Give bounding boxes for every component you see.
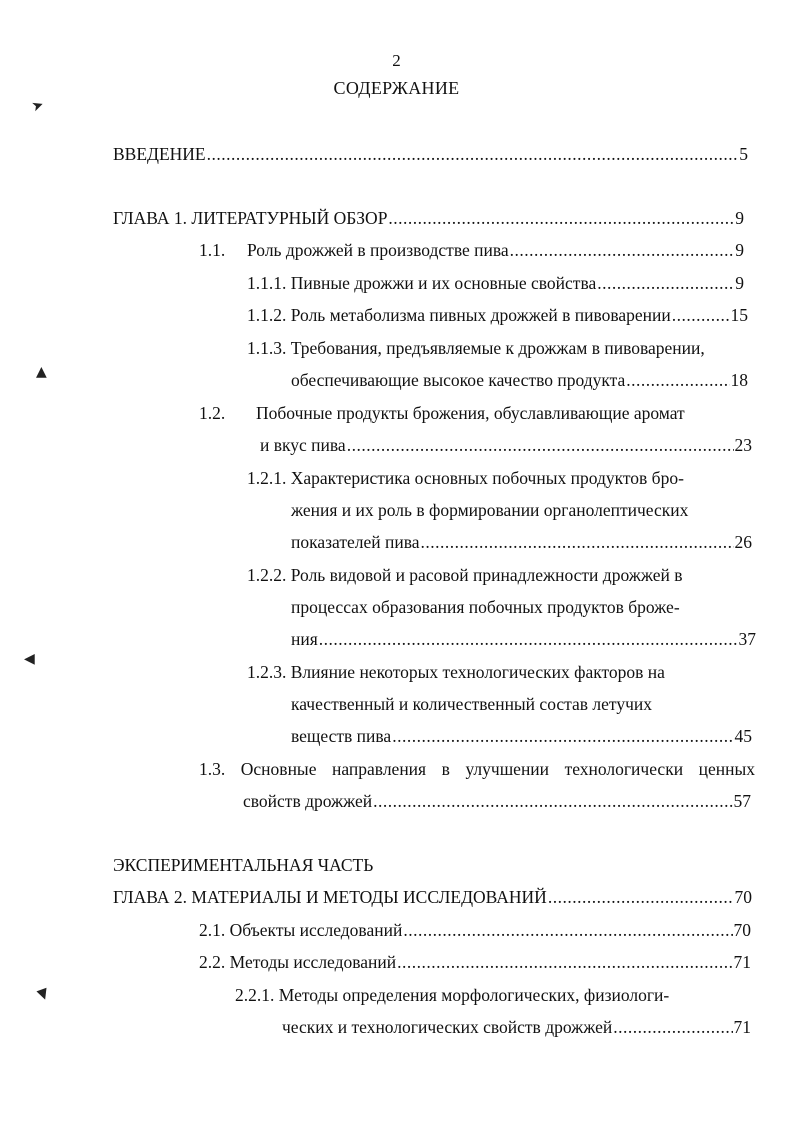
leader-dots	[373, 789, 732, 813]
leader-dots	[347, 433, 734, 457]
toc-entry-page: 9	[735, 208, 744, 228]
toc-entry-text: Роль дрожжей в производстве пива	[247, 240, 509, 260]
toc-entry-page: 71	[733, 1017, 751, 1037]
toc-entry-1-1-3-line-1: 1.1.3. Требования, предъявляемые к дрожжам в пивоварении,	[247, 338, 705, 358]
toc-entry-page: 9	[735, 240, 744, 260]
toc-word: в	[441, 759, 450, 779]
scan-mark-arrow-icon: ➤	[29, 96, 47, 116]
toc-entry-text: 1.1.1. Пивные дрожжи и их основные свойства	[247, 273, 597, 293]
toc-entry-page: 45	[734, 726, 752, 746]
scan-mark-triangle-icon: ▲	[36, 364, 47, 380]
page-title: СОДЕРЖАНИЕ	[333, 78, 460, 98]
leader-dots	[388, 206, 734, 230]
toc-entry-text: ческих и технологических свойств дрожжей	[282, 1017, 613, 1037]
leader-dots	[626, 368, 729, 392]
toc-entry-1-2-1-line-1: 1.2.1. Характеристика основных побочных продуктов бро-	[247, 468, 684, 488]
toc-entry-page: 26	[734, 532, 752, 552]
toc-entry-1-2-2	[291, 627, 756, 651]
leader-dots	[397, 950, 732, 974]
toc-entry-text: свойств дрожжей	[243, 791, 373, 811]
toc-entry-1-2-3	[291, 724, 752, 748]
toc-entry-text: 2.2. Методы исследований	[199, 952, 397, 972]
toc-word: 1.3.	[199, 759, 226, 779]
toc-entry-page: 70	[733, 920, 751, 940]
toc-entry-2-2-1-line-1: 2.2.1. Методы определения морфологических, физиологи-	[235, 985, 670, 1005]
toc-entry-text: ГЛАВА 2. МАТЕРИАЛЫ И МЕТОДЫ ИССЛЕДОВАНИЙ	[113, 887, 547, 907]
toc-entry-text: ГЛАВА 1. ЛИТЕРАТУРНЫЙ ОБЗОР	[113, 208, 388, 228]
toc-entry-1-1-1	[247, 271, 744, 295]
toc-entry-1-2	[260, 433, 752, 457]
leader-dots	[392, 724, 733, 748]
toc-entry-1-2-2-line-2: процессах образования побочных продуктов броже-	[291, 597, 680, 617]
toc-entry-1-2-1	[291, 530, 752, 554]
scan-mark-arrow-icon: ▲	[35, 985, 52, 1005]
toc-entry-page: 9	[735, 273, 744, 293]
toc-entry-number: 1.1.	[199, 240, 226, 260]
toc-entry-text: 1.1.2. Роль метаболизма пивных дрожжей в пивоварении	[247, 305, 671, 325]
toc-entry-2-2-1	[282, 1015, 751, 1039]
toc-entry-1-2-1-line-2: жения и их роль в формировании органолептических	[291, 500, 689, 520]
leader-dots	[319, 627, 738, 651]
toc-entry-text: веществ пива	[291, 726, 392, 746]
toc-entry-number: 1.2.	[199, 403, 226, 423]
toc-word: ценных	[698, 759, 755, 779]
toc-entry-1-2-2-line-1: 1.2.2. Роль видовой и расовой принадлежности дрожжей в	[247, 565, 683, 585]
toc-entry-text: 2.1. Объекты исследований	[199, 920, 403, 940]
toc-entry-1-1-2	[247, 303, 748, 327]
toc-word: направления	[332, 759, 427, 779]
toc-entry-page: 15	[730, 305, 748, 325]
leader-dots	[672, 303, 730, 327]
toc-entry-text: ВВЕДЕНИЕ	[113, 144, 206, 164]
toc-entry-text: и вкус пива	[260, 435, 346, 455]
toc-entry-page: 37	[738, 629, 756, 649]
toc-entry-chapter-1	[113, 206, 744, 230]
toc-entry-2-2	[199, 950, 751, 974]
leader-dots	[207, 142, 739, 166]
toc-entry-page: 23	[734, 435, 752, 455]
leader-dots	[548, 885, 734, 909]
toc-entry-page: 57	[733, 791, 751, 811]
toc-entry-1-3-line-1	[199, 757, 755, 781]
toc-entry-1-1-3	[291, 368, 748, 392]
toc-word: улучшении	[465, 759, 550, 779]
toc-entry-page: 71	[733, 952, 751, 972]
toc-entry-intro	[113, 142, 748, 166]
toc-entry-1-2-3-line-1: 1.2.3. Влияние некоторых технологических факторов на	[247, 662, 665, 682]
toc-word: технологически	[564, 759, 684, 779]
leader-dots	[613, 1015, 732, 1039]
scan-mark-triangle-left-icon: ◀	[24, 651, 35, 667]
toc-entry-1-2-line-1: Побочные продукты брожения, обуславливающие аромат	[256, 403, 685, 423]
section-heading-experimental: ЭКСПЕРИМЕНТАЛЬНАЯ ЧАСТЬ	[113, 855, 374, 875]
toc-entry-text: показателей пива	[291, 532, 420, 552]
toc-entry-1-3	[243, 789, 751, 813]
toc-entry-1-1	[247, 238, 744, 262]
toc-entry-chapter-2	[113, 885, 752, 909]
leader-dots	[510, 238, 735, 262]
toc-entry-text: обеспечивающие высокое качество продукта	[291, 370, 626, 390]
toc-entry-page: 18	[730, 370, 748, 390]
leader-dots	[403, 918, 732, 942]
page-number: 2	[392, 51, 401, 70]
leader-dots	[421, 530, 734, 554]
toc-entry-page: 70	[734, 887, 752, 907]
toc-entry-text: ния	[291, 629, 318, 649]
toc-entry-1-2-3-line-2: качественный и количественный состав летучих	[291, 694, 652, 714]
toc-word: Основные	[240, 759, 317, 779]
leader-dots	[597, 271, 734, 295]
toc-entry-2-1	[199, 918, 751, 942]
toc-entry-page: 5	[739, 144, 748, 164]
